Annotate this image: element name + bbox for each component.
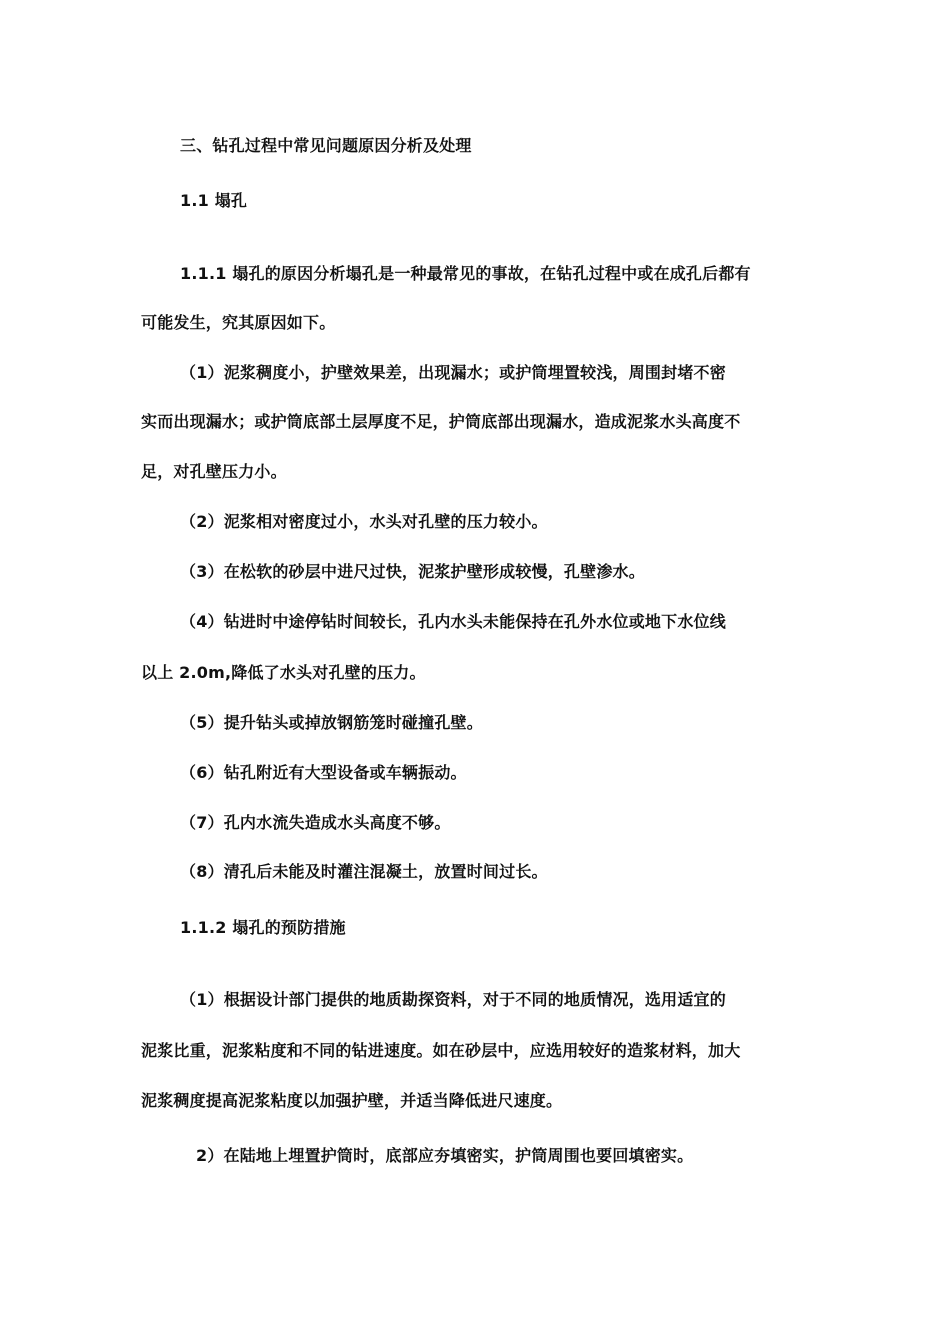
measure-1-line-1: （1）根据设计部门提供的地质勘探资料，对于不同的地质情况，选用适宜的 bbox=[180, 990, 726, 1009]
cause-6: （6）钻孔附近有大型设备或车辆振动。 bbox=[180, 763, 467, 782]
cause-8: （8）清孔后未能及时灌注混凝土，放置时间过长。 bbox=[180, 862, 548, 881]
cause-1-line-2: 实而出现漏水；或护筒底部土层厚度不足，护筒底部出现漏水，造成泥浆水头高度不 bbox=[141, 412, 741, 431]
cause-1-line-3: 足，对孔壁压力小。 bbox=[141, 462, 287, 481]
cause-7: （7）孔内水流失造成水头高度不够。 bbox=[180, 813, 451, 832]
measure-1-line-3: 泥浆稠度提高泥浆粘度以加强护壁，并适当降低进尺速度。 bbox=[141, 1091, 563, 1110]
cause-4-line-2: 以上 2.0m,降低了水头对孔壁的压力。 bbox=[141, 663, 426, 682]
paragraph-1-1-1-line-1: 1.1.1 塌孔的原因分析塌孔是一种最常见的事故，在钻孔过程中或在成孔后都有 bbox=[180, 264, 751, 283]
measure-1-line-2: 泥浆比重，泥浆粘度和不同的钻进速度。如在砂层中，应选用较好的造浆材料，加大 bbox=[141, 1041, 741, 1060]
cause-3: （3）在松软的砂层中进尺过快，泥浆护壁形成较慢，孔壁渗水。 bbox=[180, 562, 645, 581]
paragraph-1-1-1-line-2: 可能发生，究其原因如下。 bbox=[141, 313, 336, 332]
cause-2: （2）泥浆相对密度过小，水头对孔壁的压力较小。 bbox=[180, 512, 548, 531]
cause-4-line-1: （4）钻进时中途停钻时间较长，孔内水头未能保持在孔外水位或地下水位线 bbox=[180, 612, 726, 631]
section-heading: 三、钻孔过程中常见问题原因分析及处理 bbox=[180, 136, 472, 155]
cause-1-line-1: （1）泥浆稠度小，护壁效果差，出现漏水；或护筒埋置较浅，周围封堵不密 bbox=[180, 363, 726, 382]
cause-5: （5）提升钻头或掉放钢筋笼时碰撞孔壁。 bbox=[180, 713, 483, 732]
measure-2: 2）在陆地上埋置护筒时，底部应夯填密实，护筒周围也要回填密实。 bbox=[196, 1146, 694, 1165]
subsection-title-1-1-2: 1.1.2 塌孔的预防措施 bbox=[180, 918, 346, 937]
subsection-title-1-1: 1.1 塌孔 bbox=[180, 191, 248, 210]
